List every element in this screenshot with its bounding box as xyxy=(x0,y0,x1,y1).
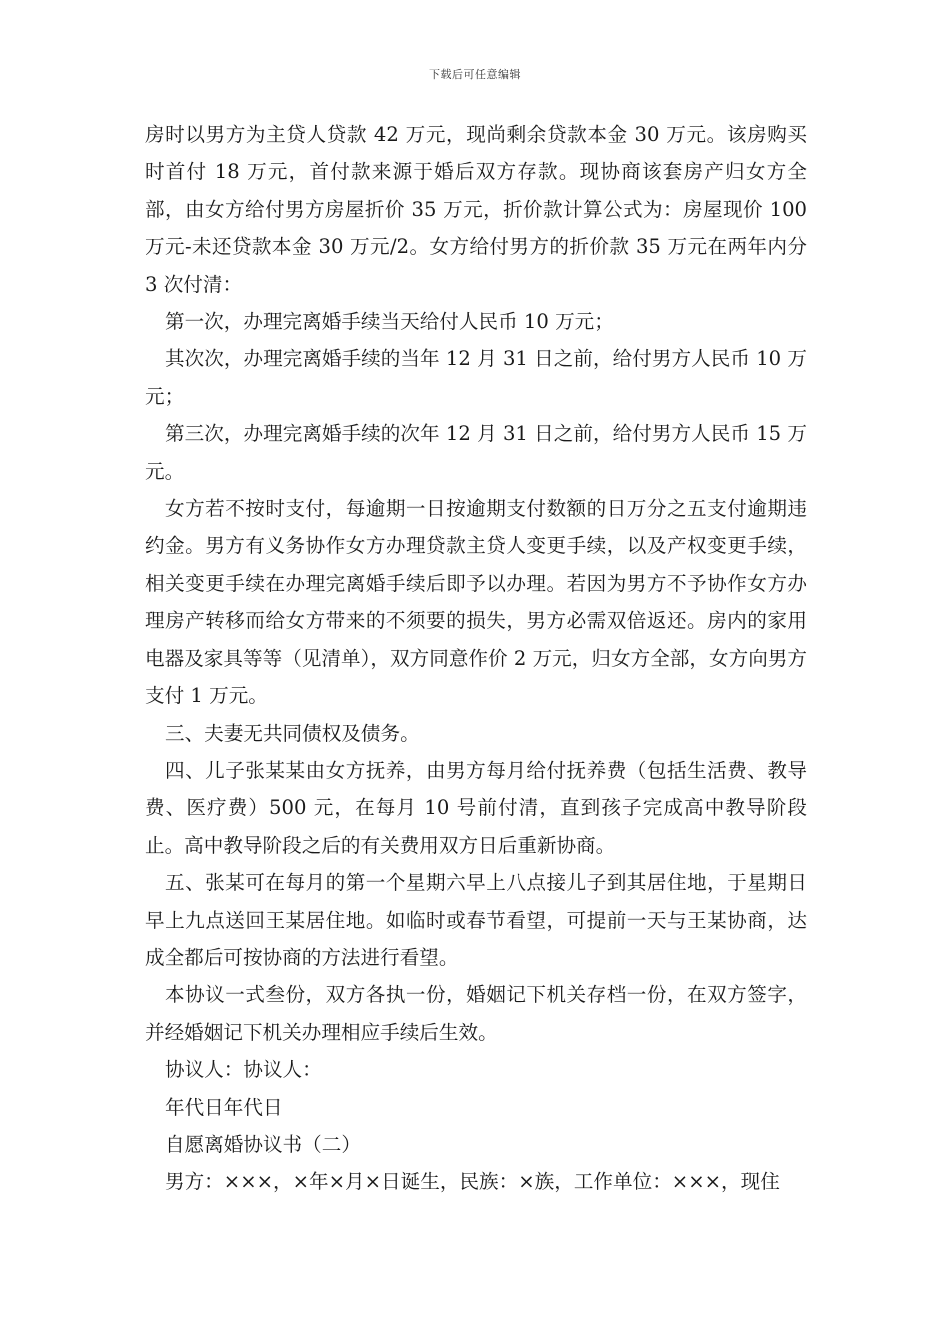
paragraph-first-payment: 第一次，办理完离婚手续当天给付人民币 10 万元； xyxy=(165,310,614,334)
paragraph-copies: 本协议一式叁份，双方各执一份，婚姻记下机关存档一份，在双方签字，并经婚姻记下机关办理相应手续后生效。 xyxy=(145,983,807,1044)
paragraph-late-payment: 女方若不按时支付，每逾期一日按逾期支付数额的日万分之五支付逾期违约金。男方有义务协作女方办理贷款主贷人变更手续，以及产权变更手续，相关变更手续在办理完离婚手续后即予以办理。若因为男方不予协作女方办理房产转移而给女方带来的不须要的损失，男方必需双倍返还。房内的家用电器及家具等等（见清单），双方同意作价 2 万元，归女方全部，女方向男方支付 1 万元。 xyxy=(145,497,807,708)
paragraph-clause-five: 五、张某可在每月的第一个星期六早上八点接儿子到其居住地，于星期日早上九点送回王某居住地。如临时或春节看望，可提前一天与王某协商，达成全都后可按协商的方法进行看望。 xyxy=(145,871,807,969)
section-title-agreement-two: 自愿离婚协议书（二） xyxy=(165,1132,361,1156)
paragraph-signatories: 协议人：协议人： xyxy=(165,1058,322,1082)
paragraph-third-payment: 第三次，办理完离婚手续的次年 12 月 31 日之前，给付男方人民币 15 万元。 xyxy=(145,422,807,483)
document-body xyxy=(145,116,807,1201)
paragraph-second-payment: 其次次，办理完离婚手续的当年 12 月 31 日之前，给付男方人民币 10 万元； xyxy=(145,347,807,408)
paragraph-clause-three: 三、夫妻无共同债权及债务。 xyxy=(165,721,420,745)
paragraph-male-party: 男方：×××，×年×月×日诞生，民族：×族，工作单位：×××，现住 xyxy=(165,1170,780,1194)
paragraph-dates: 年代日年代日 xyxy=(165,1095,283,1119)
paragraph-house-loan: 房时以男方为主贷人贷款 42 万元，现尚剩余贷款本金 30 万元。该房购买时首付 18 万元，首付款来源于婚后双方存款。现协商该套房产归女方全部，由女方给付男方房屋折价 35 万元，折价款计算公式为：房屋现价 100 万元-未还贷款本金 30 万元/2。女方给付男方的折价款 35 万元在两年内分 3 次付清： xyxy=(145,123,807,296)
page-header-note: 下载后可任意编辑 xyxy=(429,68,521,81)
paragraph-clause-four: 四、儿子张某某由女方抚养，由男方每月给付抚养费（包括生活费、教导费、医疗费）500 元，在每月 10 号前付清，直到孩子完成高中教导阶段止。高中教导阶段之后的有关费用双方日后重新协商。 xyxy=(145,758,807,857)
